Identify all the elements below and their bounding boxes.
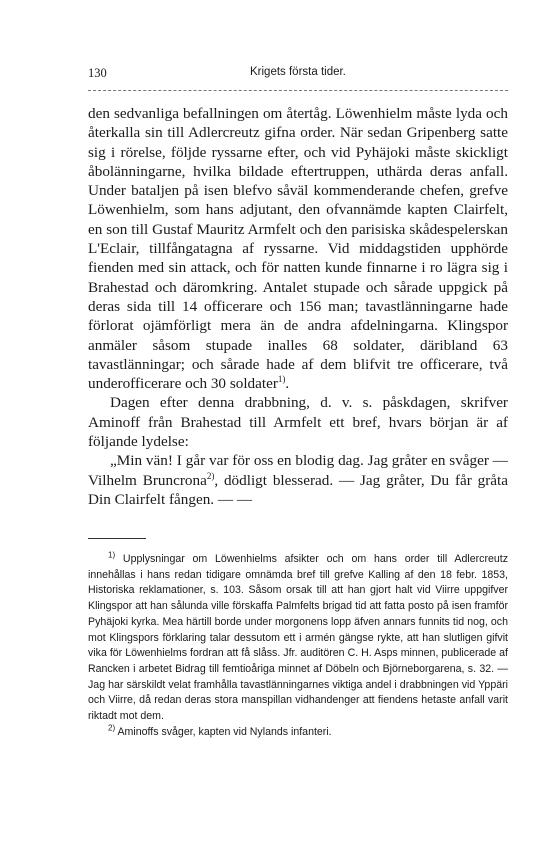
footnote-rule (88, 538, 146, 539)
footnote-reference: 1) (277, 374, 286, 385)
body-text (88, 104, 508, 509)
paragraph-text: Dagen efter denna drabbning, d. v. s. påskdagen, skrifver Aminoff från Brahestad till Armfelt ett bref, hvars början är af följande lydelse: (88, 394, 508, 451)
footnote-marker: 2) (108, 723, 116, 733)
footnote-text: Upplysningar om Löwenhielms afsikter och om hans order till Adlercreutz innehållas i hans redan tidigare omnämda bref till grefve Kalling af den 18 febr. 1853, Historiska reklamationer, s. 103. Såsom orsak till att han gjort halt vid Viirre uppgifver Klingspor att han sålunda ville förskaffa Palmfelts brigad tid att fatta posto på isen framför Pyhäjoki kyrka. Mea härtill borde under morgonens lopp äfven annars funnits tid nog, och mot Klingspors förklaring talar dessutom ett i armén gängse rykte, att han slutligen gifvit vika för Löwenhielms fordran att få slåss. Jfr. auditören C. H. Asps minnen, publicerade af Rancken i arbetet Bidrag till femtioåriga minnet af Döbeln och Björneborgarena, s. 32. — Jag har särskildt velat framhålla tavastlänningarnes viktiga andel i drabbningen vid Yppäri och Viirre, då redan deras stora manspillan vidhandenger att fiendens hetaste anfall varit riktadt mot dem. (88, 553, 508, 723)
header-rule (88, 90, 508, 91)
footnote-2 (88, 725, 508, 741)
quote-text-end: , dödligt blesserad. — Jag gråter, Du får gråta Din Clairfelt fången. — — (88, 471, 508, 508)
running-title: Krigets första tider. (250, 66, 346, 78)
paragraph (88, 393, 508, 451)
quoted-letter (88, 451, 508, 509)
page-header (88, 66, 508, 84)
paragraph-text: den sedvanliga befallningen om återtåg. Löwenhielm måste lyda och återkalla sin till Adlercreutz gifna order. När sedan Gripenberg satte sig i rörelse, följde ryssarne efter, och vid Pyhäjoki måste skickligt åbolänningarne, hvilka bildade eftertruppen, uthärda deras anfall. Under bataljen på isen blefvo såväl kommenderande chefen, grefve Löwenhielm, som hans adjutant, den ofvannämde kapten Clairfelt, en son till Gustaf Mauritz Armfelt och den parisiska skådespelerskan L'Eclair, tillfångatagna af ryssarne. Vid middagstiden upphörde fienden med sin attack, och för natten kunde finnarne i ro lägra sig i Brahestad och däromkring. Antalet stupade och sårade uppgick på deras sida till 14 officerare och 156 man; tavastlänningarne hade förlorat ojämförligt mera än de andra afdelningarna. Klingspor anmäler såsom stupade inalles 68 soldater, däribland 63 tavastlänningar; och sårade hade af dem blifvit tre officerare, två underofficerare och 30 soldater (88, 105, 508, 393)
footnote-1 (88, 552, 508, 725)
page-number: 130 (88, 66, 107, 80)
paragraph-end: . (285, 375, 290, 393)
footnotes (88, 552, 508, 740)
footnote-text: Aminoffs svåger, kapten vid Nylands infanteri. (117, 725, 332, 738)
paragraph-continued (88, 104, 508, 393)
quote-text: „Min vän! I går var för oss en blodig dag. Jag gråter en svåger — Vilhelm Bruncrona (88, 452, 508, 489)
footnote-reference: 2) (206, 470, 215, 481)
footnote-marker: 1) (108, 550, 116, 560)
